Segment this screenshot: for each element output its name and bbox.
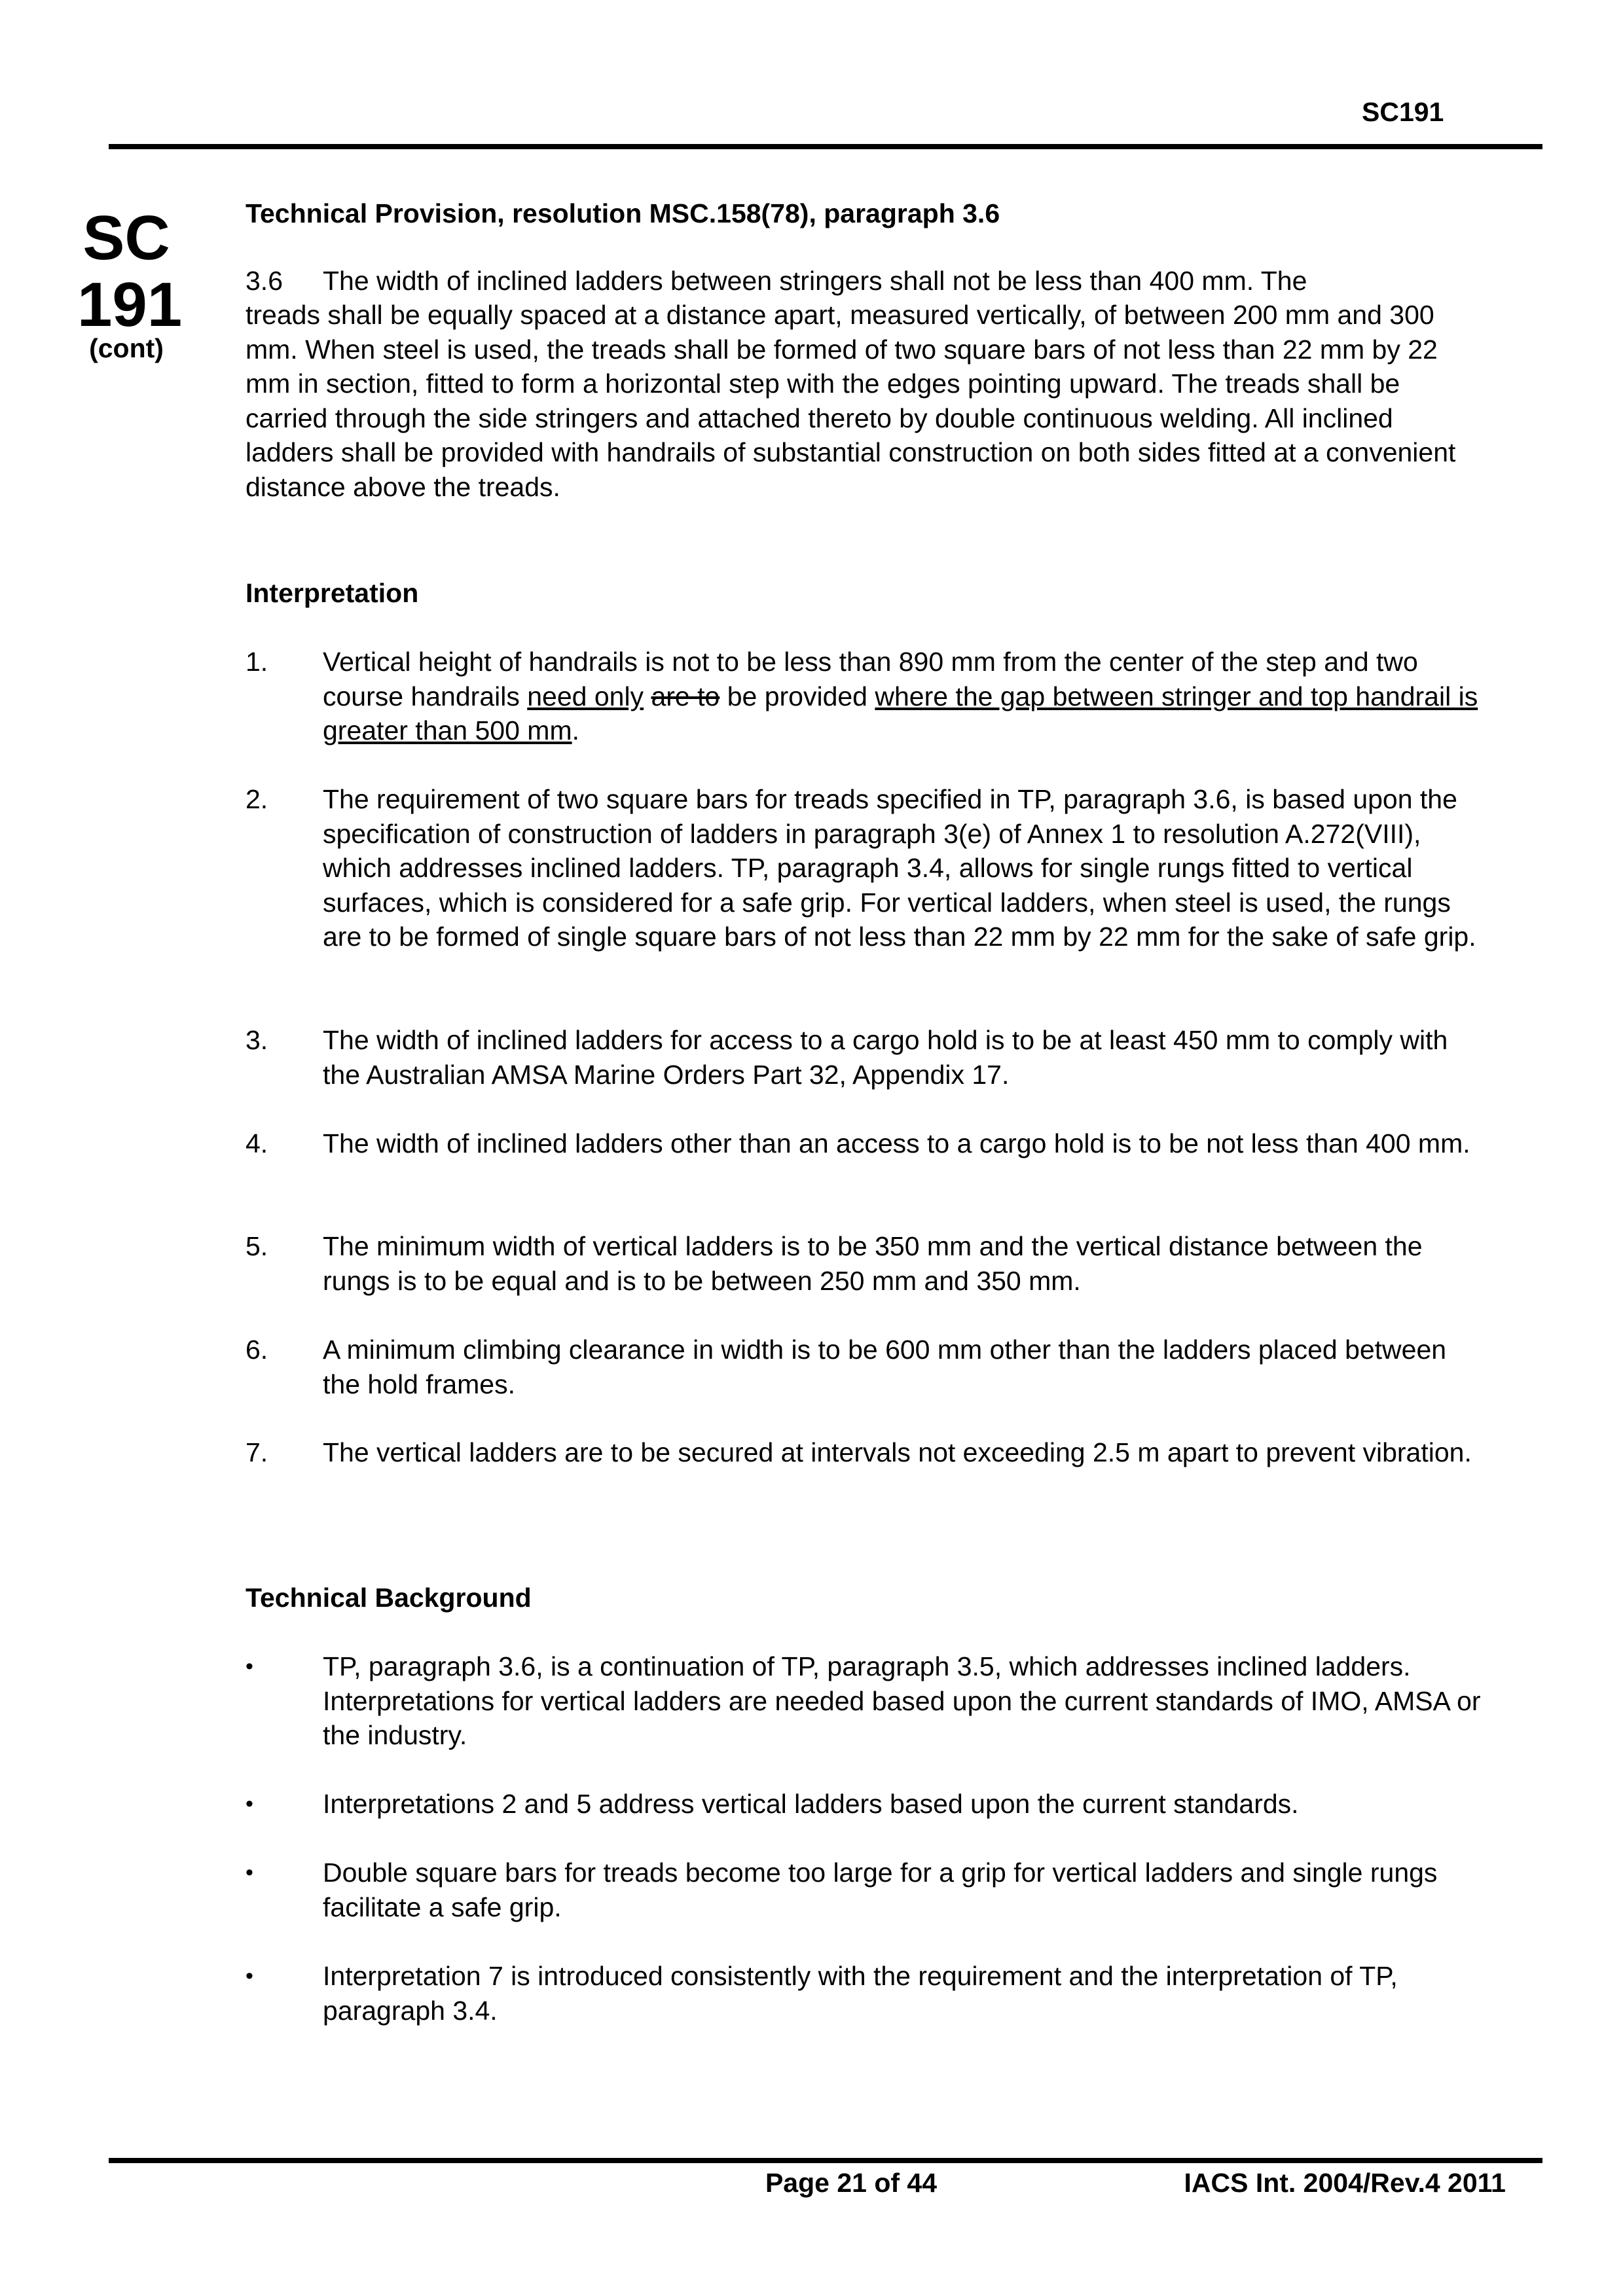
side-label-number: 191 [77,270,183,340]
list-text: The minimum width of vertical ladders is to be 350 mm and the vertical distance between the rungs is to be equal and is to be between 250 mm and 350 mm. [323,1231,1423,1296]
paragraph-body: treads shall be equally spaced at a distance apart, measured vertically, of between 200 mm and 300 mm. When steel is used, the treads shall be formed of two square bars of not less than 22 mm by 22 mm in section, fitted to form a horizontal step with the edges pointing upward. The treads shall be carried through the side stringers and attached thereto by double continuous welding. All inclined ladders shall be provided with handrails of substantial construction on both sides fitted at a convenient distance above the treads. [246,300,1456,502]
bullet-text: TP, paragraph 3.6, is a continuation of TP, paragraph 3.5, which addresses inclined ladders. Interpretations for vertical ladders are needed based upon the current standards of IMO, AMSA or the industry. [323,1651,1481,1750]
bullet-icon: • [246,1791,253,1816]
paragraph-first-line: The width of inclined ladders between stringers shall not be less than 400 mm. The [323,266,1307,296]
list-text: The width of inclined ladders other than an access to a cargo hold is to be not less than 400 mm. [323,1128,1470,1158]
list-number: 3. [246,1025,268,1055]
list-number: 6. [246,1335,268,1365]
footer-rule [109,2158,1542,2163]
side-label-sc: SC [82,203,170,273]
list-text: The requirement of two square bars for treads specified in TP, paragraph 3.6, is based upon the specification of construction of ladders in paragraph 3(e) of Annex 1 to resolution A.272(VIII), which addresses inclined ladders. TP, paragraph 3.4, allows for single rungs fitted to vertical surfaces, which is considered for a safe grip. For vertical ladders, when steel is used, the rungs are to be formed of single square bars of not less than 22 mm by 22 mm for the sake of safe grip. [323,784,1476,952]
bullet-text: Interpretations 2 and 5 address vertical ladders based upon the current standards. [323,1789,1299,1819]
bullet-icon: • [246,1654,253,1679]
header-code: SC191 [1362,97,1444,127]
list-text: Vertical height of handrails is not to be less than 890 mm from the center of the step and two course handrails need only are to be provided where the gap between stringer and top handrail is greater than 500 mm. [323,647,1478,745]
page-number: Page 21 of 44 [765,2168,938,2198]
list-number: 5. [246,1231,268,1261]
list-number: 4. [246,1128,268,1158]
bullet-text: Interpretation 7 is introduced consistently with the requirement and the interpretation of TP, paragraph 3.4. [323,1961,1398,2026]
list-text: The width of inclined ladders for access to a cargo hold is to be at least 450 mm to comply with the Australian AMSA Marine Orders Part 32, Appendix 17. [323,1025,1448,1090]
list-number: 1. [246,647,268,677]
list-text: The vertical ladders are to be secured at intervals not exceeding 2.5 m apart to prevent vibration. [323,1437,1472,1467]
bullet-text: Double square bars for treads become too large for a grip for vertical ladders and single rungs facilitate a safe grip. [323,1857,1438,1922]
header-rule [109,144,1542,149]
list-number: 7. [246,1437,268,1467]
paragraph-number: 3.6 [246,266,283,296]
inserted-text: need only [527,681,644,711]
section-heading-technical-provision: Technical Provision, resolution MSC.158(78), paragraph 3.6 [246,198,1000,228]
bullet-icon: • [246,1964,253,1988]
bullet-icon: • [246,1860,253,1885]
inserted-text: where the gap between stringer and top handrail is greater than 500 mm [323,681,1478,745]
list-text: A minimum climbing clearance in width is to be 600 mm other than the ladders placed between the hold frames. [323,1335,1447,1399]
section-heading-interpretation: Interpretation [246,578,419,608]
deleted-text: are to [651,681,720,711]
list-number: 2. [246,784,268,814]
side-label-cont: (cont) [89,333,164,363]
document-reference: IACS Int. 2004/Rev.4 2011 [1184,2168,1506,2198]
section-heading-technical-background: Technical Background [246,1583,532,1613]
